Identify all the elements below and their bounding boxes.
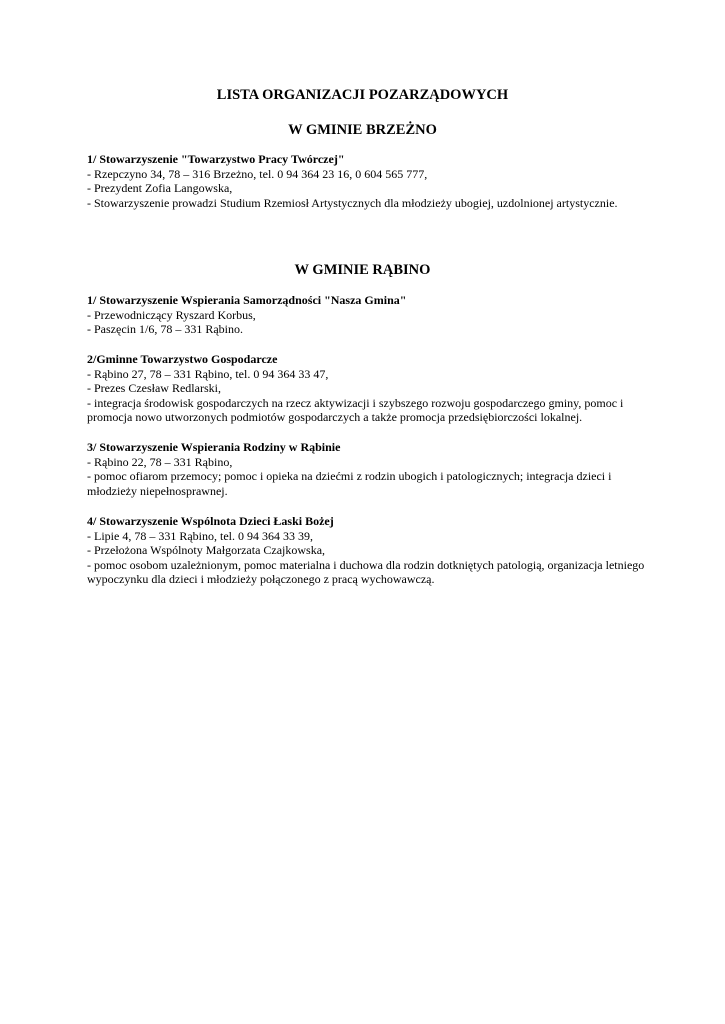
section-heading-brzezno: W GMINIE BRZEŻNO (288, 122, 437, 138)
organization-name: 3/ Stowarzyszenie Wspierania Rodziny w Rąbinie (87, 440, 341, 454)
organization-detail: - pomoc osobom uzależnionym, pomoc materialna i duchowa dla rodzin dotkniętych patologią, organizacja letniego wypoczynku dla dzieci i młodzieży połączonego z pracą wychowawczą. (87, 557, 645, 587)
organization-detail: - Przełożona Wspólnoty Małgorzata Czajkowska, (87, 543, 326, 558)
section-heading-rabino: W GMINIE RĄBINO (294, 262, 431, 278)
organization-name: 1/ Stowarzyszenie "Towarzystwo Pracy Twórczej" (87, 152, 345, 166)
organization-entry (87, 152, 647, 210)
organization-name: 1/ Stowarzyszenie Wspierania Samorządności "Nasza Gmina" (87, 293, 407, 307)
organization-detail: - Rąbino 27, 78 – 331 Rąbino, tel. 0 94 364 33 47, (87, 366, 329, 381)
organization-detail: - Paszęcin 1/6, 78 – 331 Rąbino. (87, 322, 243, 337)
organization-detail: - Stowarzyszenie prowadzi Studium Rzemiosł Artystycznych dla młodzieży ubogiej, uzdolnionej artystycznie. (87, 195, 618, 210)
organization-detail: - pomoc ofiarom przemocy; pomoc i opieka na dziećmi z rodzin ubogich i patologicznych; integracja dzieci i młodzieży niepełnosprawnej. (87, 469, 612, 498)
organization-detail: - Rąbino 22, 78 – 331 Rąbino, (87, 454, 233, 469)
organization-entry (87, 514, 647, 587)
organization-entry (87, 440, 647, 498)
document-title: LISTA ORGANIZACJI POZARZĄDOWYCH (216, 87, 509, 103)
organization-name: 4/ Stowarzyszenie Wspólnota Dzieci Łaski Bożej (87, 514, 334, 528)
organization-detail: - Prezes Czesław Redlarski, (87, 381, 221, 396)
organization-detail: - Prezydent Zofia Langowska, (87, 181, 233, 196)
organization-detail: - Lipie 4, 78 – 331 Rąbino, tel. 0 94 364 33 39, (87, 528, 313, 543)
organization-entry (87, 293, 647, 337)
organization-detail: - Przewodniczący Ryszard Korbus, (87, 307, 256, 322)
organization-detail: - integracja środowisk gospodarczych na rzecz aktywizacji i szybszego rozwoju gospodarczego gminy, pomoc i promocja nowo utworzonych podmiotów gospodarczych a także promocja przedsiębiorczości lokalnej. (87, 395, 624, 425)
organization-name: 2/Gminne Towarzystwo Gospodarcze (87, 352, 278, 366)
organization-entry (87, 352, 647, 425)
organization-detail: - Rzepczyno 34, 78 – 316 Brzeżno, tel. 0 94 364 23 16, 0 604 565 777, (87, 166, 428, 181)
